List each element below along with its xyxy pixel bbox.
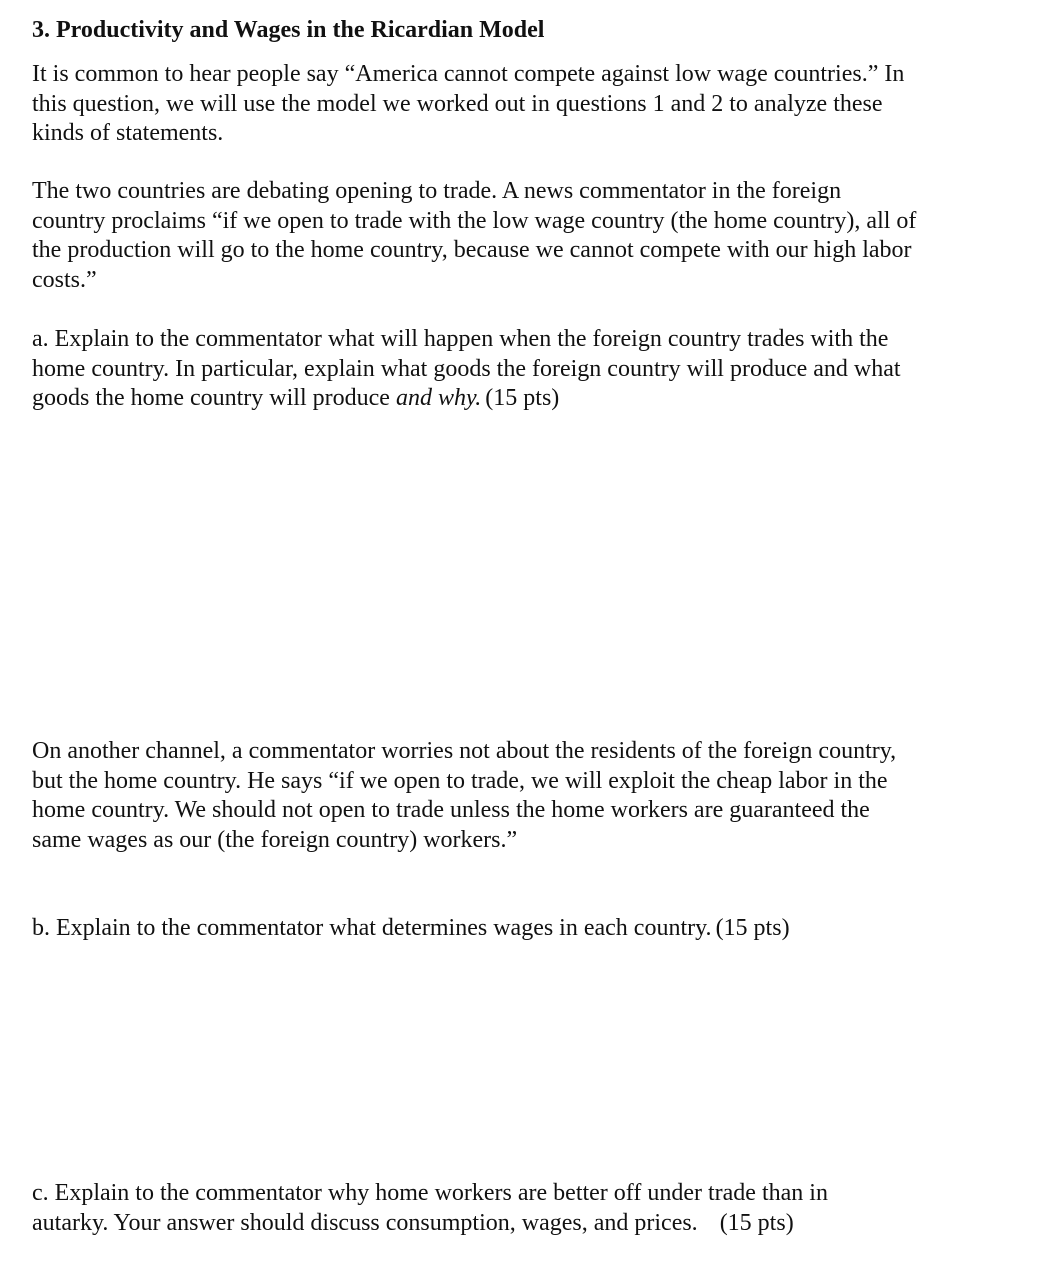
scenario-b-line-3: home country. We should not open to trade unless the home workers are guaranteed the: [32, 797, 870, 824]
question-b-text: b. Explain to the commentator what determines wages in each country.: [32, 915, 712, 941]
scenario-b-line-2: but the home country. He says “if we open to trade, we will exploit the cheap labor in the: [32, 767, 888, 794]
scenario-b-paragraph: [32, 737, 992, 856]
scenario-a-line-4: costs.”: [32, 267, 97, 294]
scenario-b-line-4: same wages as our (the foreign country) workers.”: [32, 827, 518, 854]
question-heading: 3. Productivity and Wages in the Ricardian Model: [32, 17, 545, 43]
question-a-line-3-text: goods the home country will produce: [32, 385, 396, 412]
question-a: [32, 325, 992, 414]
question-c-points: (15 pts): [719, 1209, 794, 1236]
question-b-points: (15 pts): [715, 915, 790, 941]
question-a-line-3: [32, 384, 992, 414]
question-a-line-2: home country. In particular, explain what goods the foreign country will produce and what: [32, 355, 901, 382]
intro-paragraph: [32, 60, 992, 149]
question-c-line-2-text: autarky. Your answer should discuss consumption, wages, and prices.: [32, 1209, 698, 1236]
question-a-line-1: a. Explain to the commentator what will happen when the foreign country trades with the: [32, 326, 889, 352]
question-b-line-1: [32, 914, 992, 944]
scenario-a-line-3: the production will go to the home country, because we cannot compete with our high labor: [32, 237, 912, 264]
scenario-b-line-1: On another channel, a commentator worries not about the residents of the foreign country,: [32, 738, 897, 764]
question-c: [32, 1179, 992, 1238]
scenario-a-line-1: The two countries are debating opening to trade. A news commentator in the foreign: [32, 178, 842, 204]
question-c-line-2: [32, 1209, 992, 1239]
scenario-a-paragraph: [32, 177, 992, 296]
question-b: [32, 914, 992, 944]
question-a-emphasis: and why.: [395, 385, 482, 412]
scenario-a-line-2: country proclaims “if we open to trade with the low wage country (the home country), all of: [32, 207, 917, 234]
intro-line-1: It is common to hear people say “America cannot compete against low wage countries.” In: [32, 61, 905, 87]
question-a-points: (15 pts): [485, 385, 560, 412]
intro-line-2: this question, we will use the model we worked out in questions 1 and 2 to analyze these: [32, 90, 883, 117]
intro-line-3: kinds of statements.: [32, 120, 224, 147]
question-c-line-1: c. Explain to the commentator why home workers are better off under trade than in: [32, 1180, 828, 1206]
